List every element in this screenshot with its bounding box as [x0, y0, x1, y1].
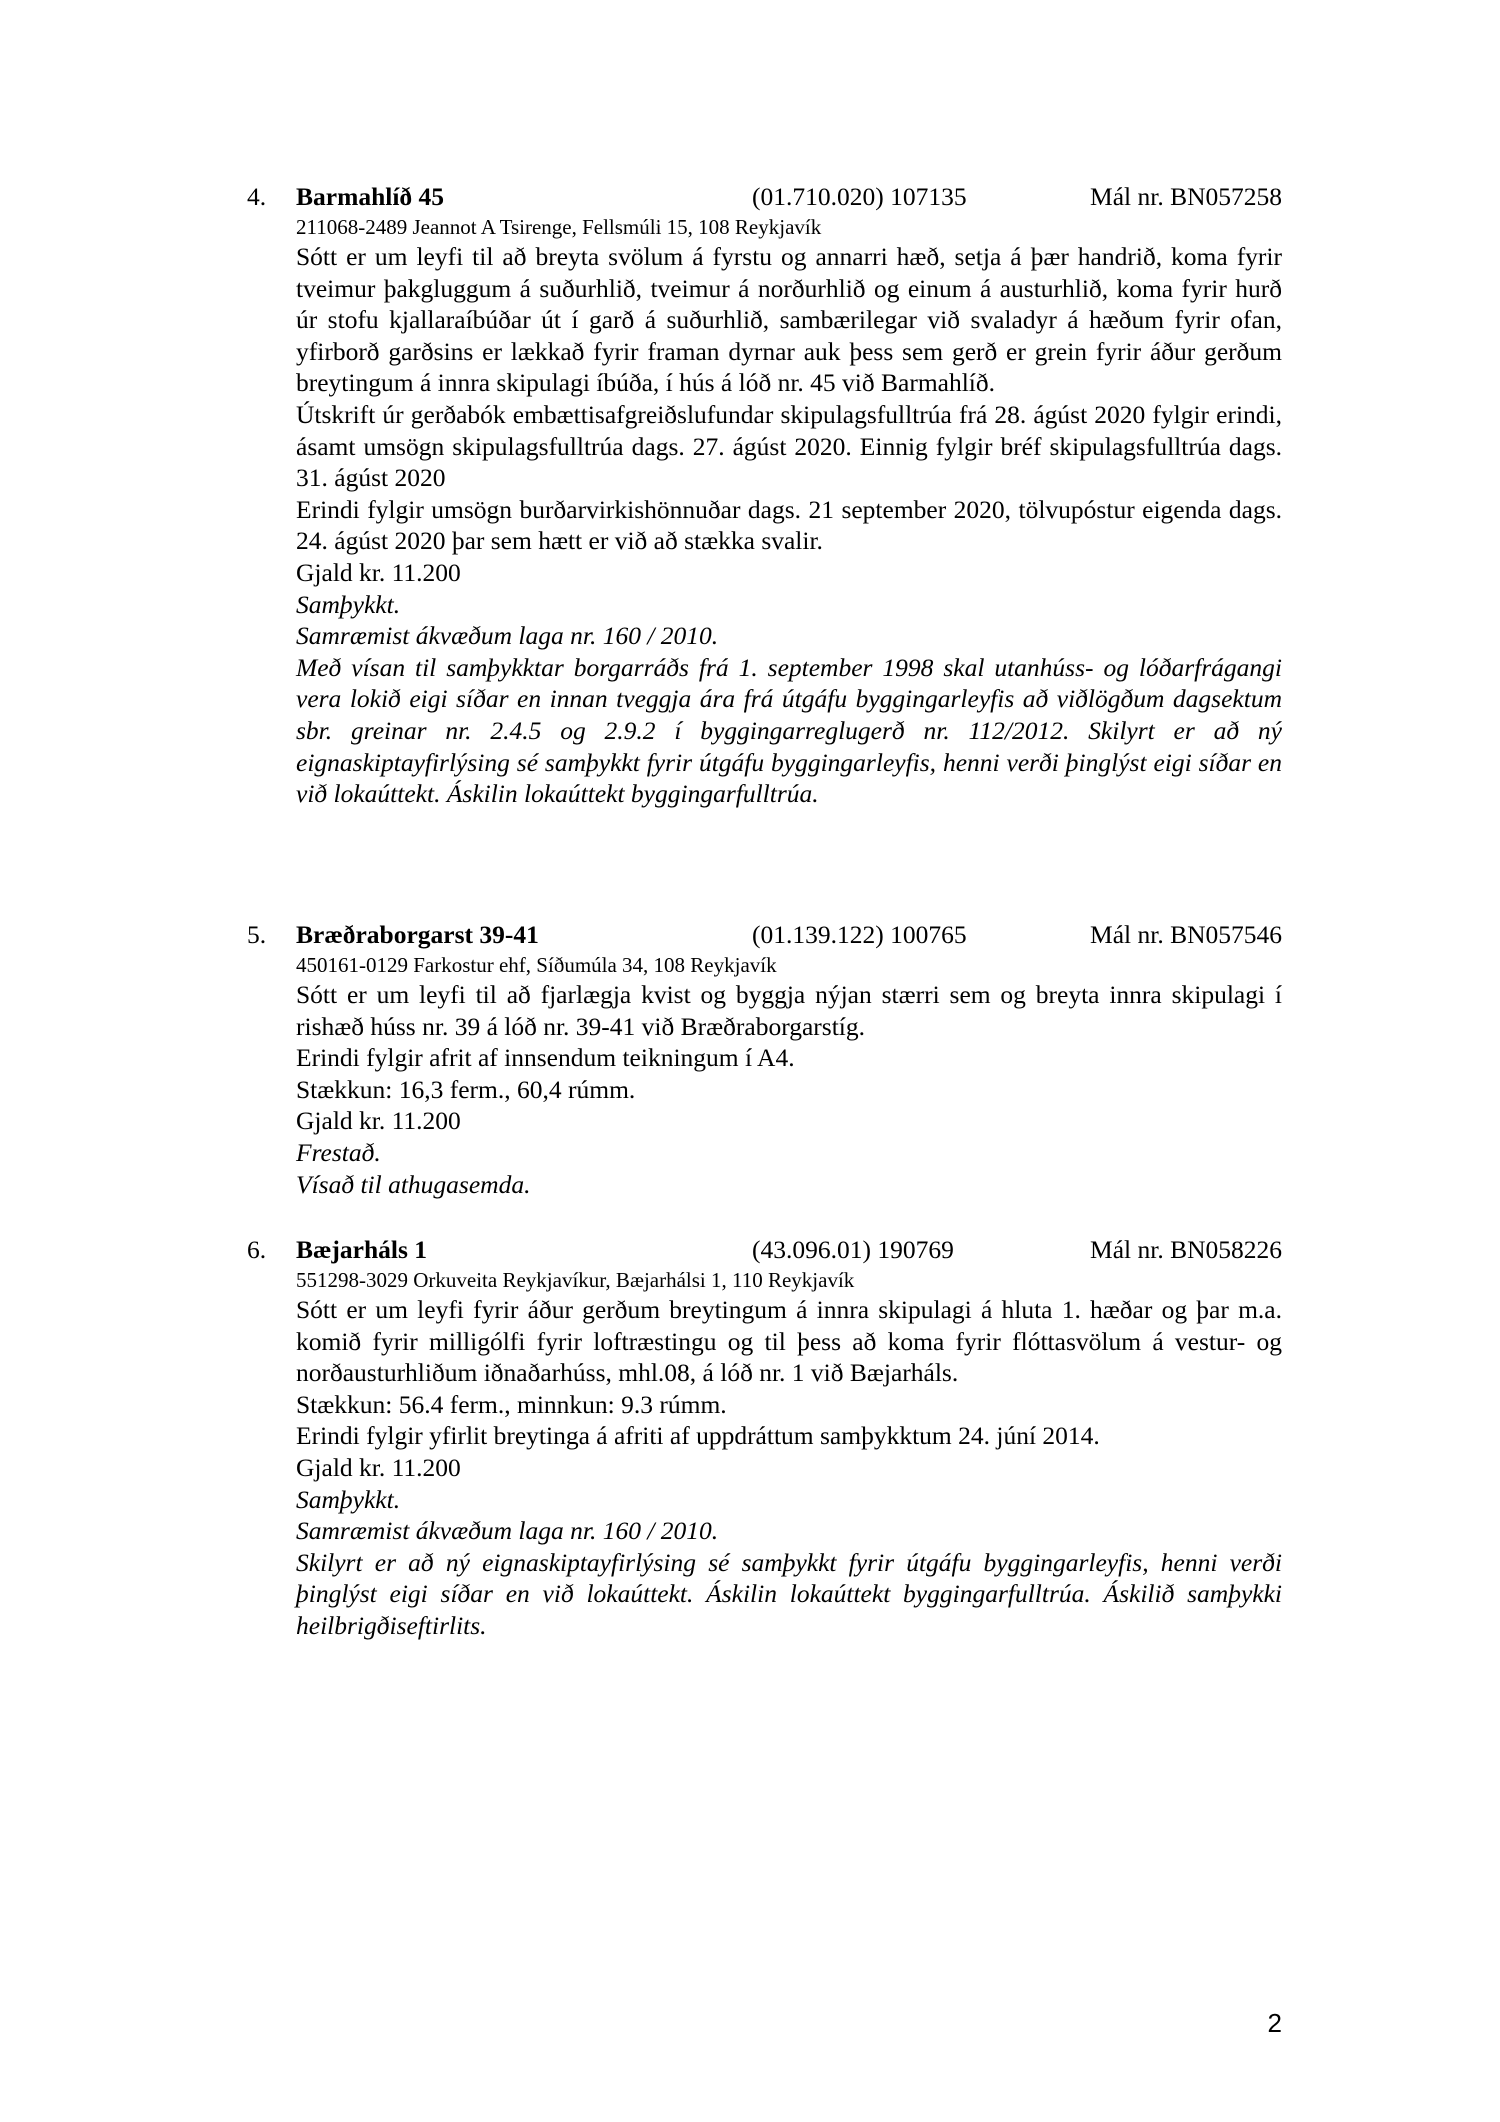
case-applicant: 450161-0129 Farkostur ehf, Síðumúla 34, 108 Reykjavík — [296, 953, 777, 977]
case-decision: Samþykkt. — [296, 1484, 401, 1514]
case-attachment-note: Erindi fylgir umsögn burðarvirkishönnuðar dags. 21 september 2020, tölvupóstur eigenda dags. 24. ágúst 2020 þar sem hætt er við að stækka svalir. — [296, 494, 1282, 556]
case-address: Barmahlíð 45 — [296, 182, 445, 211]
case-number-index: 6. — [247, 1235, 267, 1264]
case-address: Bræðraborgarst 39-41 — [296, 920, 539, 949]
case-decision: Samþykkt. — [296, 589, 401, 619]
case-applicant: 211068-2489 Jeannot A Tsirenge, Fellsmúli 15, 108 Reykjavík — [296, 215, 822, 239]
case-description: Sótt er um leyfi til að fjarlægja kvist og byggja nýjan stærri sem og breyta innra skipulagi í rishæð húss nr. 39 á lóð nr. 39-41 við Bræðraborgarstíg. — [296, 980, 1282, 1041]
case-file-number: Mál nr. BN057258 — [1090, 182, 1282, 211]
case-size-change: Stækkun: 16,3 ferm., 60,4 rúmm. — [296, 1074, 636, 1104]
case-fee: Gjald kr. 11.200 — [296, 1452, 461, 1482]
case-size-change: Stækkun: 56.4 ferm., minnkun: 9.3 rúmm. — [296, 1389, 727, 1419]
case-file-number: Mál nr. BN057546 — [1090, 920, 1282, 949]
case-number-index: 5. — [247, 920, 267, 949]
case-item-6 — [247, 1233, 1282, 1642]
case-header — [247, 918, 1282, 952]
case-file-number: Mál nr. BN058226 — [1090, 1235, 1282, 1264]
case-item-5 — [247, 918, 1282, 1200]
case-land-number: (43.096.01) 190769 — [752, 1235, 954, 1264]
case-body — [296, 979, 1282, 1200]
case-address: Bæjarháls 1 — [296, 1235, 428, 1264]
case-body — [296, 1294, 1282, 1642]
case-body — [296, 241, 1282, 810]
case-number-index: 4. — [247, 182, 267, 211]
case-conditions: Skilyrt er að ný eignaskiptayfirlýsing sé samþykkt fyrir útgáfu byggingarleyfis, henni verði þinglýst eigi síðar en við lokaúttekt. Áskilin lokaúttekt byggingarfulltrúa. Áskilið samþykki heilbrigðiseftirlits. — [296, 1547, 1282, 1640]
case-attachment-note: Erindi fylgir afrit af innsendum teikningum í A4. — [296, 1043, 795, 1073]
case-conformity: Samræmist ákvæðum laga nr. 160 / 2010. — [296, 1516, 719, 1546]
case-decision: Frestað. — [296, 1137, 381, 1167]
case-description: Sótt er um leyfi fyrir áður gerðum breytingum á innra skipulagi á hluta 1. hæðar og þar m.a. komið fyrir milligólfi fyrir loftræstingu og til þess að koma fyrir flóttasvölum á vestur- og norðausturhliðum iðnaðarhúss, mhl.08, á lóð nr. 1 við Bæjarháls. — [296, 1295, 1282, 1388]
case-header — [247, 1233, 1282, 1267]
case-fee: Gjald kr. 11.200 — [296, 1106, 461, 1136]
case-attachment-note: Erindi fylgir yfirlit breytinga á afriti af uppdráttum samþykktum 24. júní 2014. — [296, 1421, 1100, 1451]
case-attachment-note: Útskrift úr gerðabók embættisafgreiðslufundar skipulagsfulltrúa frá 28. ágúst 2020 fylgir erindi, ásamt umsögn skipulagsfulltrúa dags. 27. ágúst 2020. Einnig fylgir bréf skipulagsfulltrúa dags. 31. ágúst 2020 — [296, 399, 1282, 493]
case-conformity: Samræmist ákvæðum laga nr. 160 / 2010. — [296, 621, 719, 651]
case-land-number: (01.710.020) 107135 — [752, 182, 967, 211]
case-header — [247, 180, 1282, 214]
page-number: 2 — [1267, 2008, 1282, 2038]
case-fee: Gjald kr. 11.200 — [296, 557, 461, 587]
case-applicant: 551298-3029 Orkuveita Reykjavíkur, Bæjarhálsi 1, 110 Reykjavík — [296, 1268, 855, 1292]
case-land-number: (01.139.122) 100765 — [752, 920, 967, 949]
case-item-4 — [247, 180, 1282, 810]
case-description: Sótt er um leyfi til að breyta svölum á fyrstu og annarri hæð, setja á þær handrið, koma fyrir tveimur þakgluggum á suðurhlið, tveimur á norðurhlið og einum á austurhlið, koma fyrir hurð úr stofu kjallaraíbúðar út í garð á suðurhlið, sambærilegar við svaladyr á hæðum fyrir ofan, yfirborð garðsins er lækkað fyrir framan dyrnar auk þess sem gerð er grein fyrir áður gerðum breytingum á innra skipulagi íbúða, í hús á lóð nr. 45 við Barmahlíð. — [296, 242, 1282, 398]
case-conditions: Með vísan til samþykktar borgarráðs frá 1. september 1998 skal utanhúss- og lóðarfrágangi vera lokið eigi síðar en innan tveggja ára frá útgáfu byggingarleyfis að viðlögðum dagsektum sbr. greinar nr. 2.4.5 og 2.9.2 í byggingarreglugerð nr. 112/2012. Skilyrt er að ný eignaskiptayfirlýsing sé samþykkt fyrir útgáfu byggingarleyfis, henni verði þinglýst eigi síðar en við lokaúttekt. Áskilin lokaúttekt byggingarfulltrúa. — [296, 652, 1282, 809]
case-referral: Vísað til athugasemda. — [296, 1169, 531, 1199]
